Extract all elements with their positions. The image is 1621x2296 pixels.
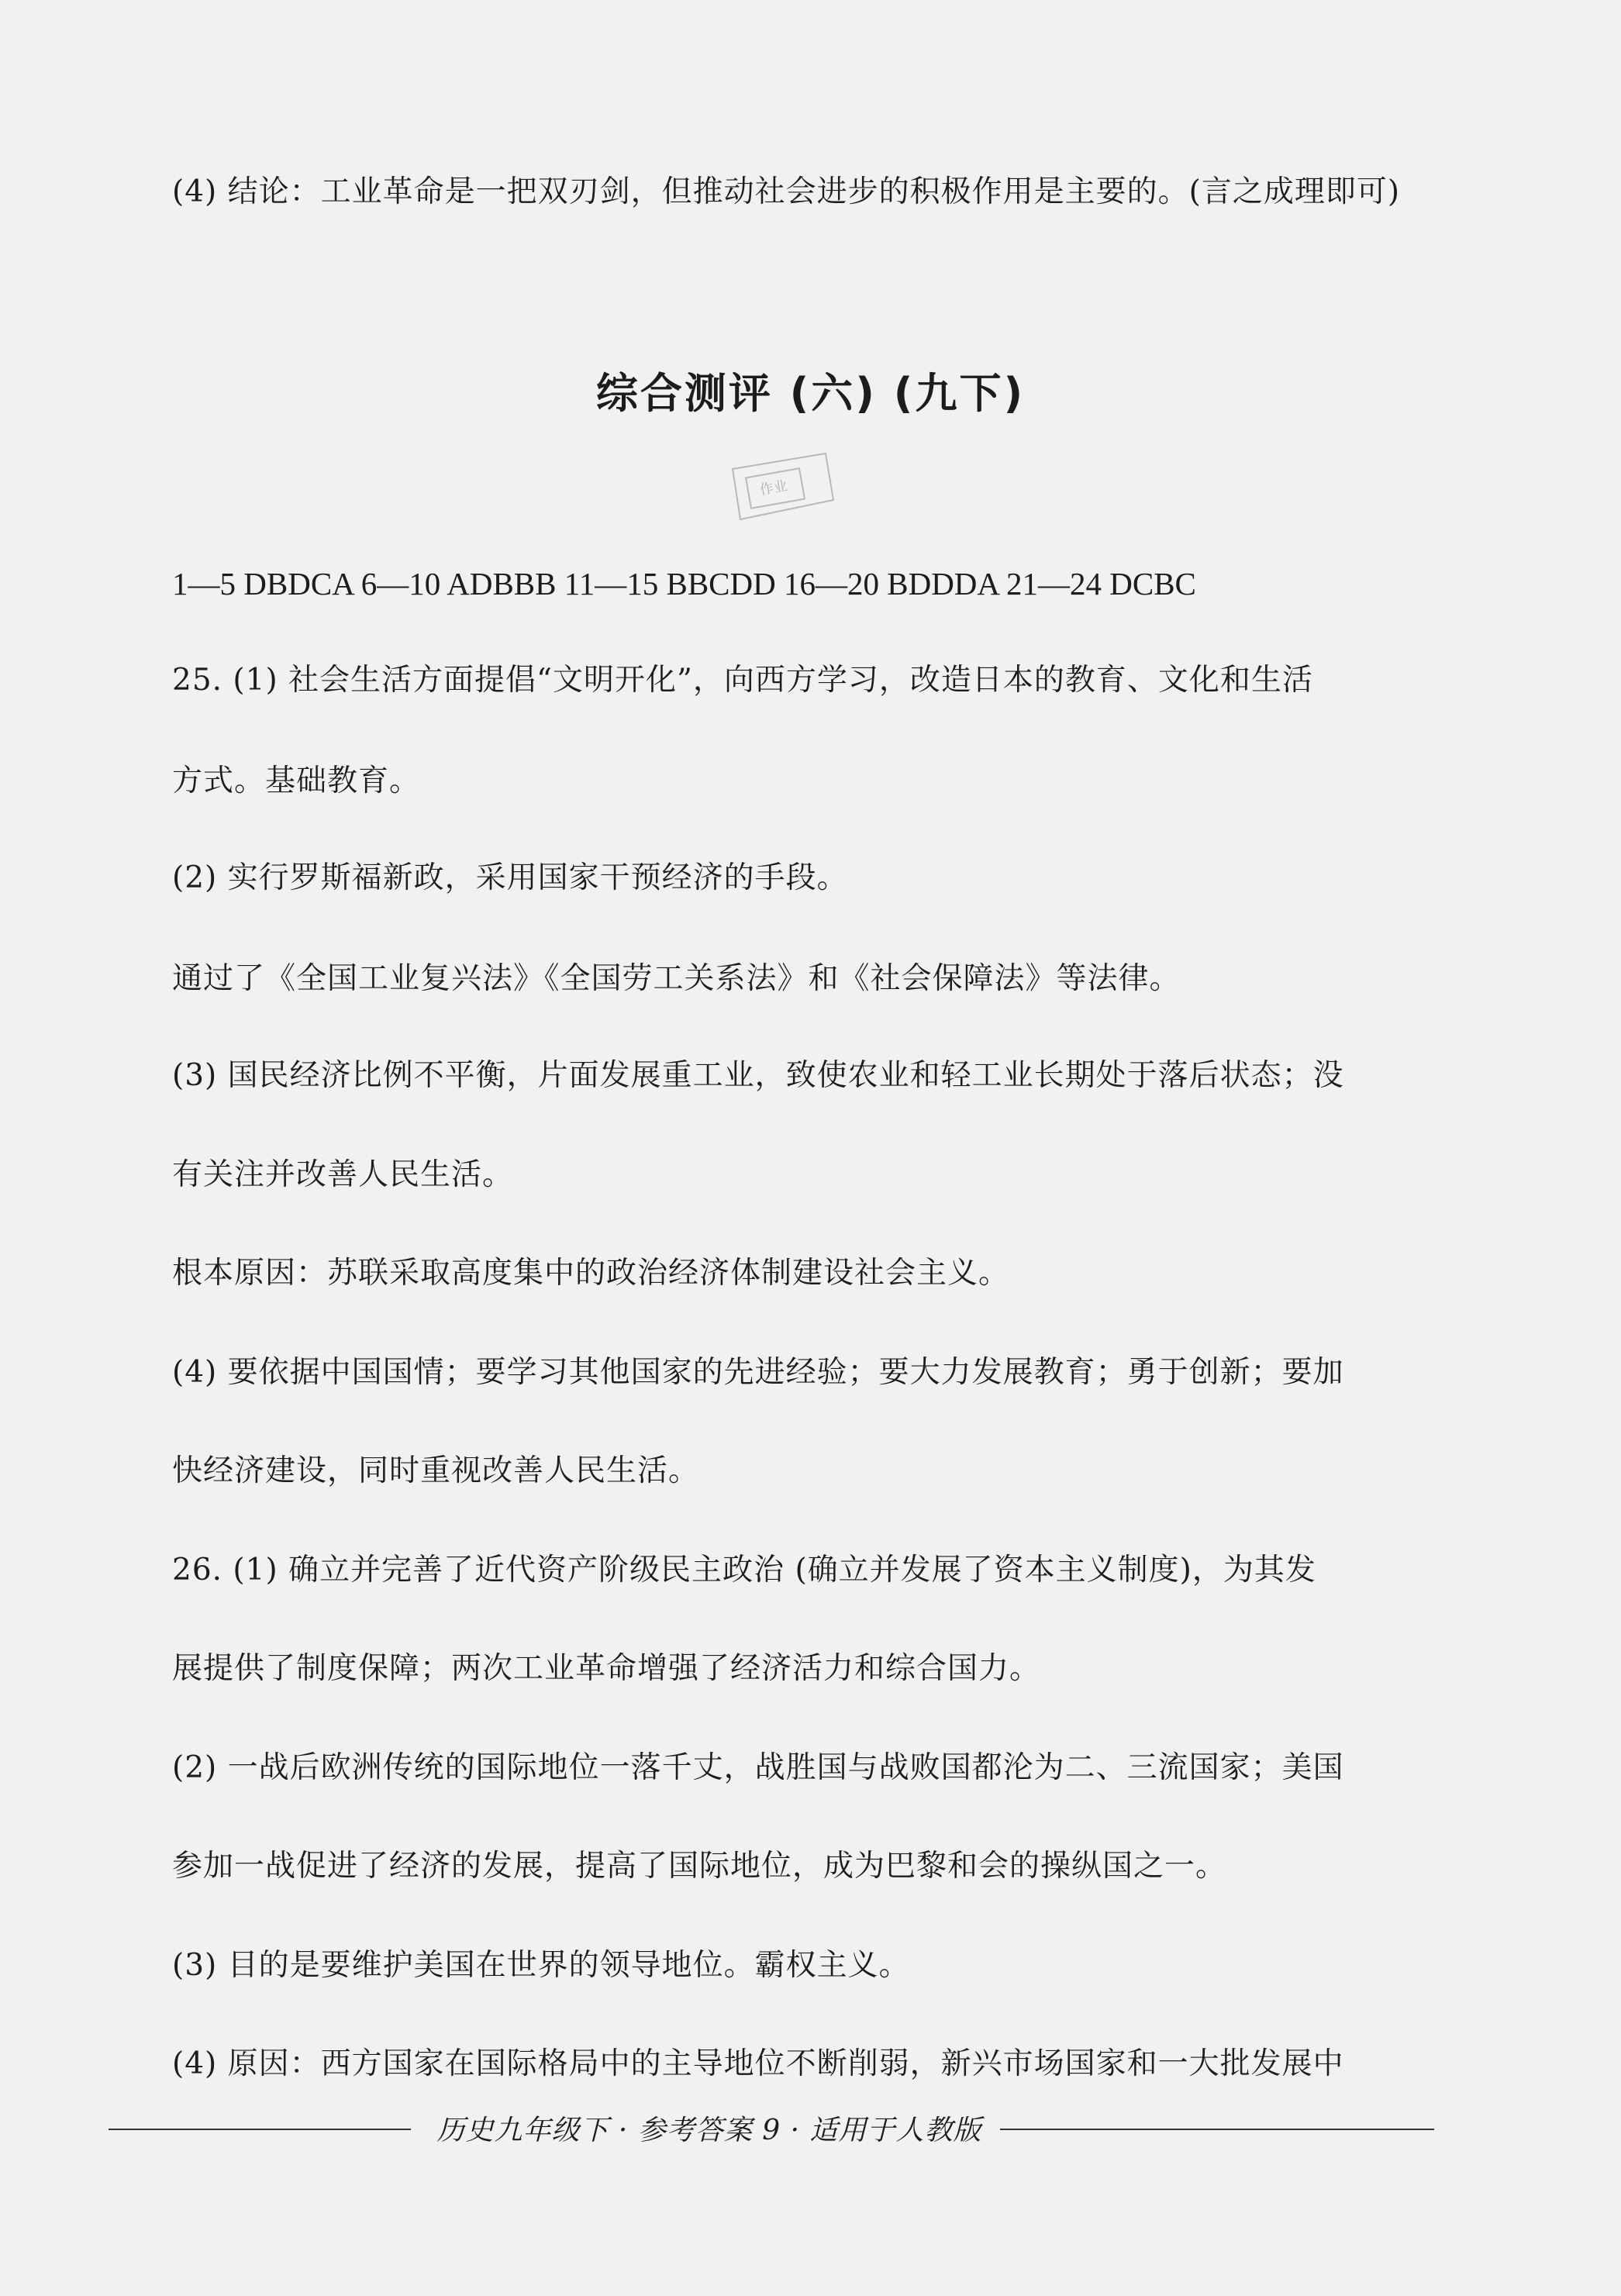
q25-part3-line1: (3) 国民经济比例不平衡，片面发展重工业，致使农业和轻工业长期处于落后状态；没: [172, 1058, 1344, 1093]
stamp-logo-icon: [717, 446, 872, 531]
section-title: 综合测评 (六) (九下): [595, 369, 1026, 418]
q25-part1-line1: 25. (1) 社会生活方面提倡“文明开化”，向西方学习，改造日本的教育、文化和生活: [172, 663, 1313, 698]
q26-part1-line1: 26. (1) 确立并完善了近代资产阶级民主政治 (确立并发展了资本主义制度)，为其发: [172, 1553, 1316, 1588]
q25-part4-line1: (4) 要依据中国国情；要学习其他国家的先进经验；要大力发展教育；勇于创新；要加: [172, 1355, 1344, 1390]
q25-part2-line1: (2) 实行罗斯福新政，采用国家干预经济的手段。: [172, 860, 848, 895]
q26-part4-line1: (4) 原因：西方国家在国际格局中的主导地位不断削弱，新兴市场国家和一大批发展中: [172, 2046, 1344, 2081]
answer-key-line: 1—5 DBDCA 6—10 ADBBB 11—15 BBCDD 16—20 BDDDA 21—24 DCBC: [172, 566, 1196, 602]
footer-rule-right: [1000, 2129, 1434, 2130]
q25-part3-line3: 根本原因：苏联采取高度集中的政治经济体制建设社会主义。: [172, 1256, 1010, 1291]
conclusion-line: (4) 结论：工业革命是一把双刃剑，但推动社会进步的积极作用是主要的。(言之成理即可): [172, 174, 1401, 209]
q26-part1-line2: 展提供了制度保障；两次工业革命增强了经济活力和综合国力。: [172, 1651, 1041, 1686]
q26-part3-line1: (3) 目的是要维护美国在世界的领导地位。霸权主义。: [172, 1948, 910, 1983]
q25-part1-line2: 方式。基础教育。: [172, 764, 421, 798]
footer-rule-left: [109, 2129, 411, 2130]
q26-part2-line1: (2) 一战后欧洲传统的国际地位一落千丈，战胜国与战败国都沦为二、三流国家；美国: [172, 1750, 1344, 1785]
page-footer: [101, 2102, 1434, 2149]
q25-part3-line2: 有关注并改善人民生活。: [172, 1157, 514, 1192]
q25-part4-line2: 快经济建设，同时重视改善人民生活。: [172, 1453, 700, 1488]
footer-text: 历史九年级下 · 参考答案 9 · 适用于人教版: [436, 2115, 982, 2146]
q26-part2-line2: 参加一战促进了经济的发展，提高了国际地位，成为巴黎和会的操纵国之一。: [172, 1849, 1227, 1884]
q25-part2-line2: 通过了《全国工业复兴法》《全国劳工关系法》和《社会保障法》等法律。: [172, 961, 1181, 996]
svg-text:作业: 作业: [758, 477, 789, 499]
